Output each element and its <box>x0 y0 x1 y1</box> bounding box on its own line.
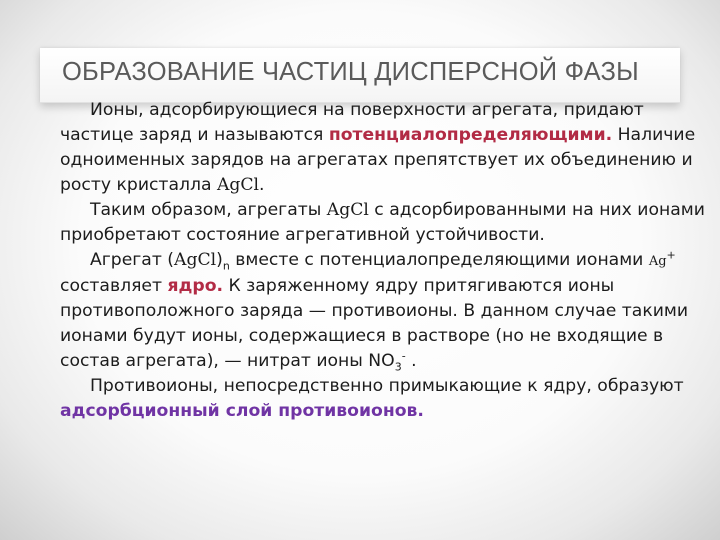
p4-text-1: Противоионы, непосредственно примыкающие к ядру, образуют <box>90 376 684 396</box>
p3-text-5: К заряженному ядру притягиваются ионы противоположного заряда — противоионы. В данном случае такими ионами будут ионы, содержащиеся в растворе (но не входящие в состав агрегата), — нитрат ионы <box>60 276 689 371</box>
p3-text-4: составляет <box>60 276 168 296</box>
term-adsorption-layer: адсорбционный слой противоионов. <box>60 401 424 421</box>
p1-text-3: . <box>259 175 265 195</box>
p1-text-1: Ионы, адсорбирующиеся на поверхности агрегата, придают частице заряд и называются <box>60 100 644 145</box>
paragraph-2 <box>60 198 705 248</box>
nitrate-charge: - <box>401 349 406 363</box>
paragraph-1 <box>60 98 705 198</box>
nitrate-subscript: 3 <box>394 360 402 374</box>
paragraph-3 <box>60 248 705 374</box>
formula-agcl: AgCl <box>326 200 369 220</box>
ion-ag: Ag <box>648 254 667 269</box>
term-core: ядро. <box>167 276 224 296</box>
slide-title: ОБРАЗОВАНИЕ ЧАСТИЦ ДИСПЕРСНОЙ ФАЗЫ <box>62 58 639 86</box>
slide-body <box>60 98 705 424</box>
p2-text-1: Таким образом, агрегаты <box>90 200 327 220</box>
p3-text-2: ) <box>216 250 223 270</box>
formula-agcl: AgCl <box>174 250 217 270</box>
paragraph-4 <box>60 374 705 424</box>
p3-text-6: . <box>405 351 417 371</box>
p3-text-3: вместе с потенциалопределяющими ионами <box>229 250 649 270</box>
term-potential-determining: потенциалопределяющими. <box>328 125 613 145</box>
subscript-n: n <box>222 259 230 273</box>
formula-agcl: AgCl <box>216 175 260 195</box>
p3-text-1: Агрегат ( <box>90 250 175 270</box>
ion-charge-plus: + <box>666 248 676 262</box>
p1-text-2: Наличие одноименных зарядов на агрегатах препятствует их объединению и росту кристалла <box>60 125 696 195</box>
formula-nitrate: NO <box>368 351 395 371</box>
p2-text-2: с адсорбированными на них ионами приобретают состояние агрегативной устойчивости. <box>60 200 705 245</box>
